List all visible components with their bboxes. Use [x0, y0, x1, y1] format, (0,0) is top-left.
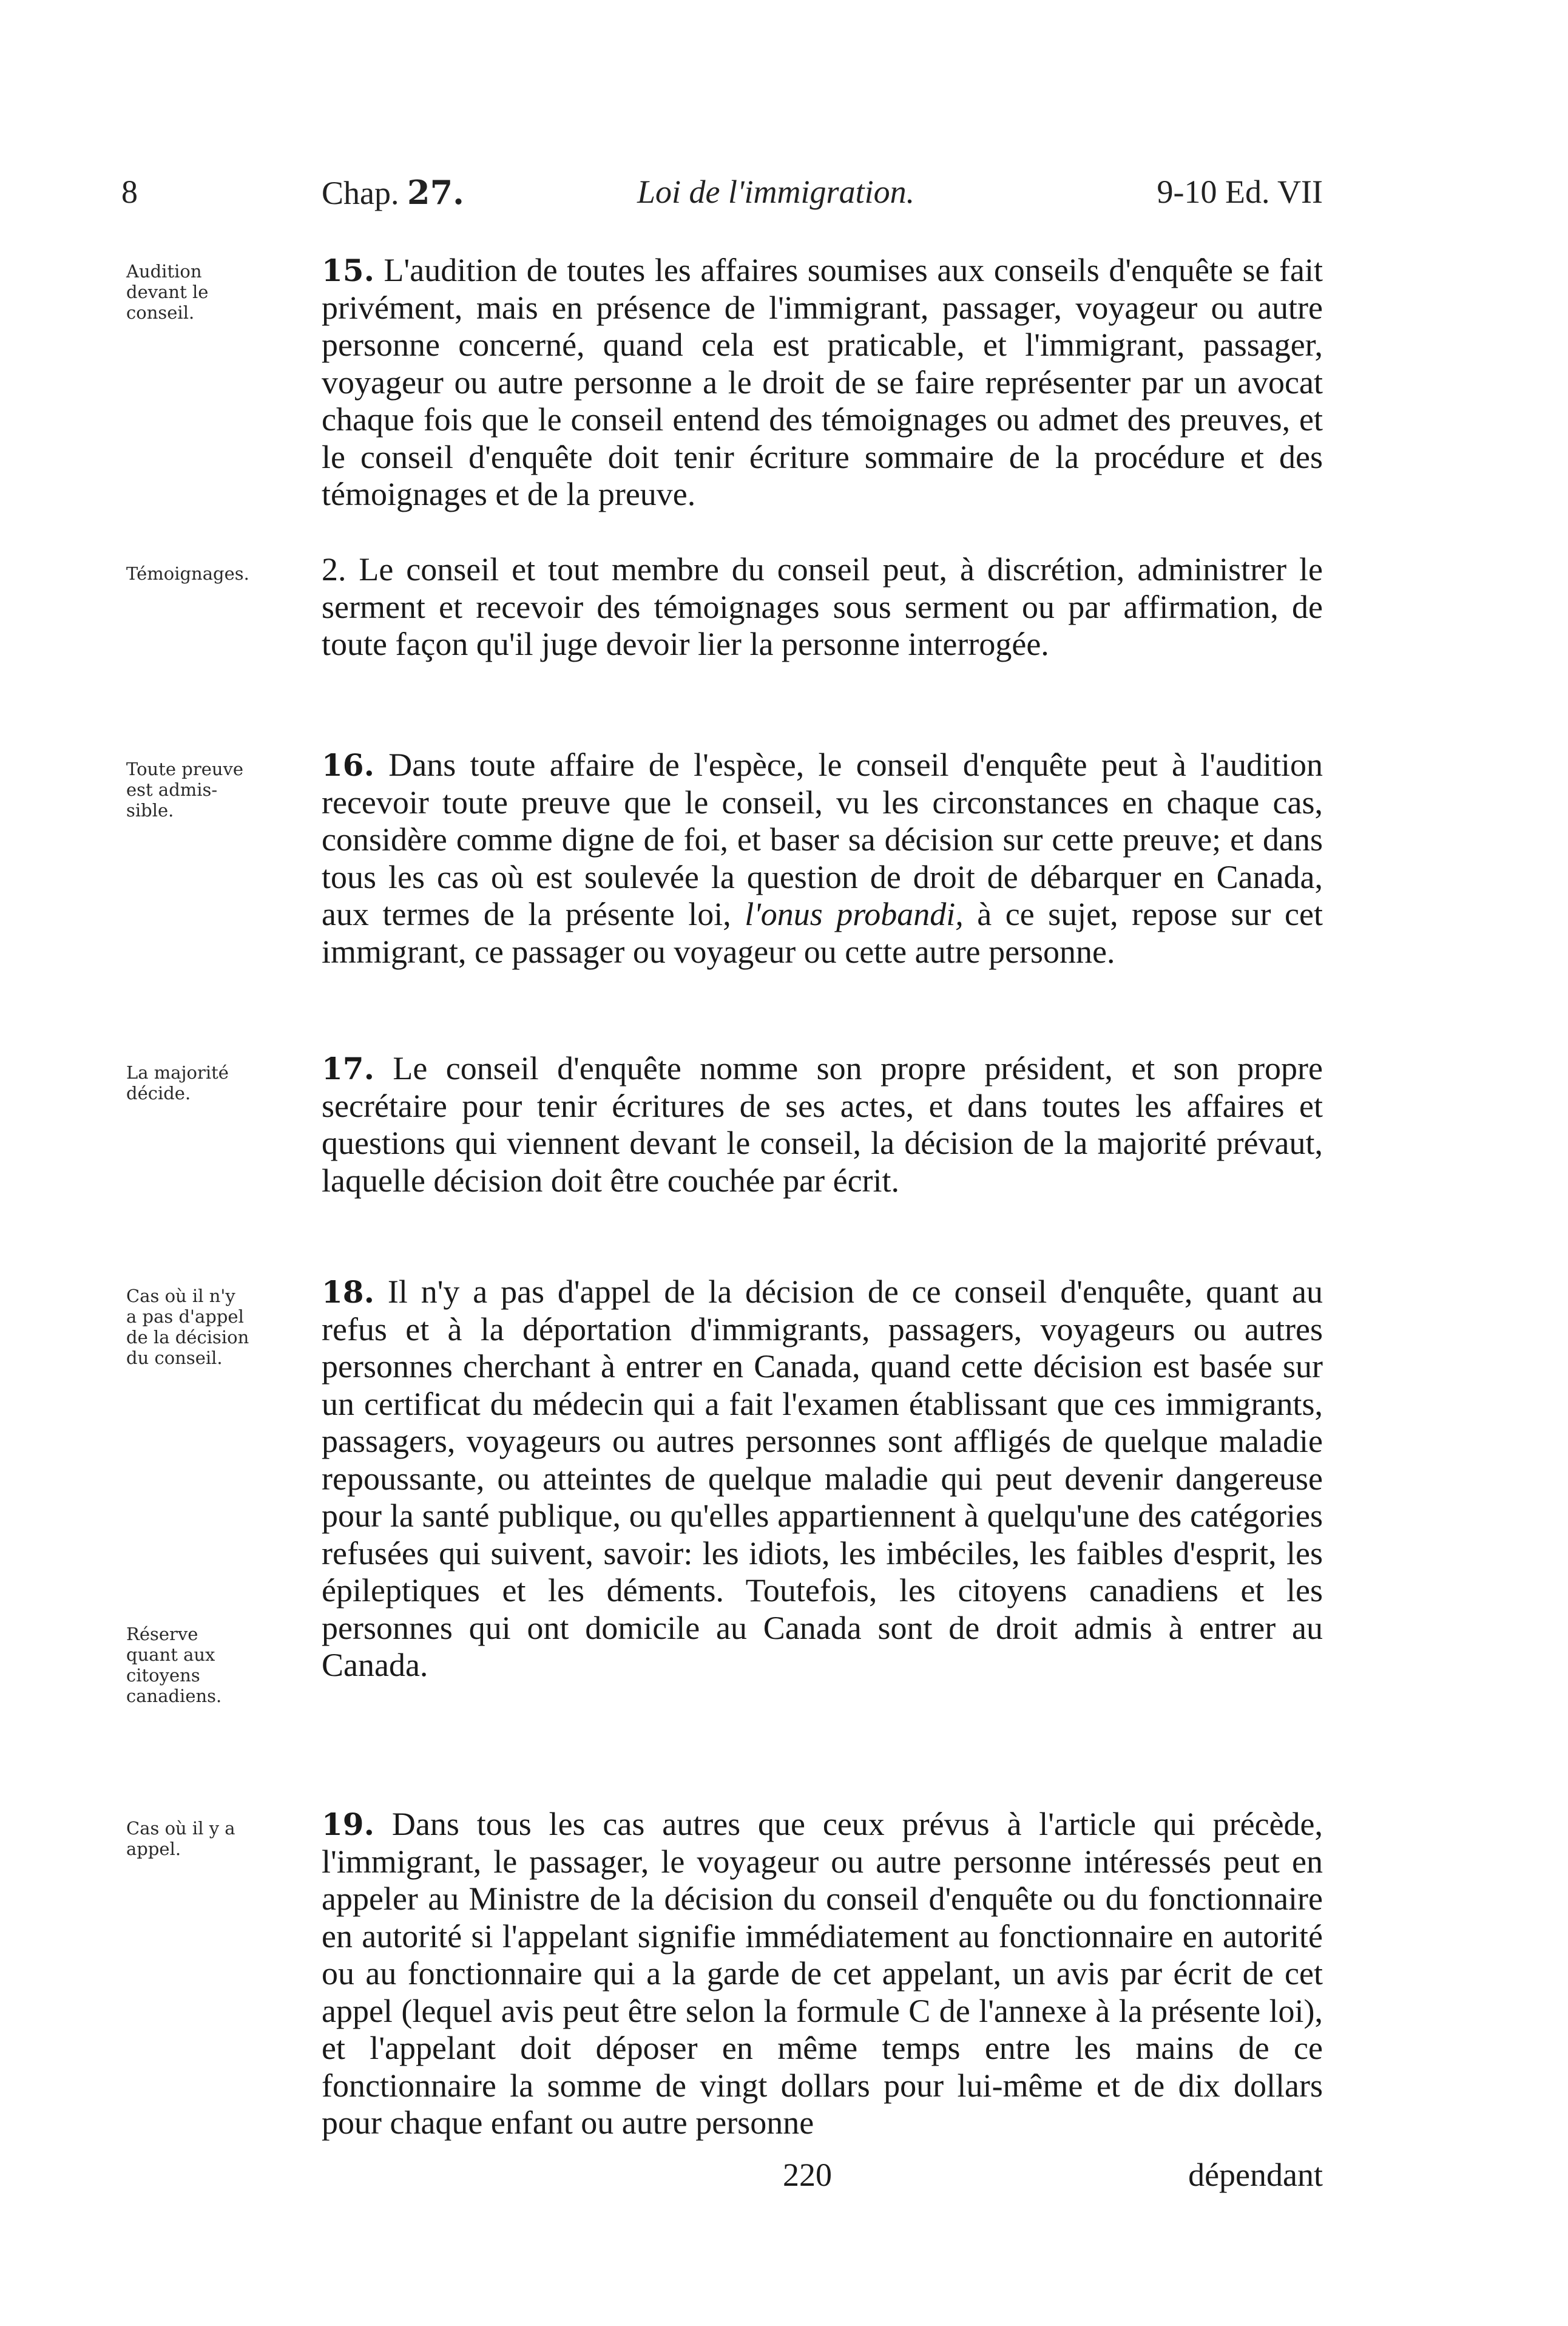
margin-note-section-17	[126, 1062, 308, 1104]
margin-note-canadian-citizens	[126, 1624, 308, 1706]
subsection-number: 2.	[322, 551, 346, 588]
margin-note-section-15	[126, 261, 308, 323]
footer-page-number: 220	[783, 2157, 832, 2193]
margin-note-line: Réserve	[126, 1624, 198, 1644]
margin-note-line: La majorité	[126, 1062, 229, 1083]
chapter-number: 27.	[407, 173, 464, 212]
margin-note-section-19	[126, 1818, 308, 1859]
section-number: 15.	[322, 253, 374, 288]
section-16-text	[322, 747, 1323, 971]
section-body: à ce sujet, repose sur cet immigrant, ce passager ou voyageur ou cette autre personne.	[322, 896, 1323, 970]
margin-note-line: devant le	[126, 282, 209, 302]
section-body: Le conseil d'enquête nomme son propre président, et son propre secrétaire pour tenir écritures de ses actes, et dans toutes les affaires et questions qui viennent devant le conseil, la décision de la majorité prévaut, laquelle décision doit être couchée par écrit.	[322, 1050, 1323, 1199]
margin-note-line: Témoignages.	[126, 563, 249, 584]
latin-term: l'onus probandi,	[745, 896, 964, 932]
margin-note-line: conseil.	[126, 302, 195, 323]
section-18-text	[322, 1273, 1323, 1684]
margin-note-testimony	[126, 563, 308, 584]
margin-note-line: a pas d'appel	[126, 1306, 244, 1327]
page-header	[121, 173, 1323, 222]
section-number: 19.	[322, 1806, 374, 1842]
page-number: 8	[121, 174, 138, 210]
page-footer	[0, 2156, 1568, 2199]
section-body: L'audition de toutes les affaires soumises aux conseils d'enquête se fait privément, mais en présence de l'immigrant, passager, voyageur ou autre personne concerné, quand cela est praticable, et l'immigrant, passager, voyageur ou autre personne a le droit de se faire représenter par un avocat chaque fois que le conseil entend des témoignages ou admet des preuves, et le conseil d'enquête doit tenir écriture sommaire de la procédure et des témoignages et de la preuve.	[322, 252, 1323, 512]
section-body: Il n'y a pas d'appel de la décision de ce conseil d'enquête, quant au refus et à la déportation d'immigrants, passagers, voyageurs ou autres personnes cherchant à entrer en Canada, quand cette décision est basée sur un certificat du médecin qui a fait l'examen établissant que ces immigrants, passagers, voyageurs ou autres personnes sont affligés de quelque maladie repoussante, ou atteintes de quelque maladie qui peut devenir dangereuse pour la santé publique, ou qu'elles appartiennent à quelqu'une des catégories refusées qui suivent, savoir: les idiots, les imbéciles, les faibles d'esprit, les épileptiques et les déments. Toutefois, les citoyens canadiens et les personnes qui ont domicile au Canada sont de droit admis à entrer au Canada.	[322, 1273, 1323, 1683]
section-15-text	[322, 252, 1323, 514]
section-17-text	[322, 1050, 1323, 1199]
act-title: Loi de l'immigration.	[637, 174, 915, 210]
margin-note-section-16	[126, 759, 308, 821]
session-label: 9-10 Ed. VII	[1157, 174, 1323, 210]
section-body: Le conseil et tout membre du conseil peut, à discrétion, administrer le serment et recevoir des témoignages sous serment ou par affirmation, de toute façon qu'il juge devoir lier la personne interrogée.	[322, 551, 1323, 662]
section-number: 16.	[322, 747, 374, 783]
section-body: Dans toute affaire de l'espèce, le conseil d'enquête peut à l'audition recevoir toute preuve que le conseil, vu les circonstances en chaque cas, considère comme digne de foi, et baser sa décision sur cette preuve; et dans tous les cas où est soulevée la question de droit de débarquer en Canada, aux termes de la présente loi,	[322, 747, 1323, 932]
section-number: 18.	[322, 1274, 374, 1310]
margin-note-section-18	[126, 1286, 308, 1368]
chapter-prefix: Chap.	[322, 175, 399, 211]
margin-note-line: quant aux	[126, 1644, 215, 1665]
margin-note-line: Audition	[126, 261, 202, 282]
chapter-label	[322, 173, 464, 212]
subsection-2-text	[322, 551, 1323, 663]
margin-note-line: sible.	[126, 800, 174, 821]
section-number: 17.	[322, 1051, 374, 1087]
margin-note-line: décide.	[126, 1083, 191, 1104]
margin-note-line: du conseil.	[126, 1348, 223, 1368]
margin-note-line: Cas où il y a	[126, 1818, 235, 1839]
margin-note-line: appel.	[126, 1839, 181, 1859]
margin-note-line: Cas où il n'y	[126, 1286, 235, 1306]
margin-note-line: citoyens	[126, 1665, 200, 1686]
margin-note-line: de la décision	[126, 1327, 249, 1348]
section-body: Dans tous les cas autres que ceux prévus à l'article qui précède, l'immigrant, le passager, le voyageur ou autre personne intéressés peut en appeler au Ministre de la décision du conseil d'enquête ou du fonctionnaire en autorité si l'appelant signifie immédiatement au fonctionnaire en autorité ou au fonctionnaire qui a la garde de cet appelant, un avis par écrit de cet appel (lequel avis peut être selon la formule C de l'annexe à la présente loi), et l'appelant doit déposer en même temps entre les mains de ce fonctionnaire la somme de vingt dollars pour lui-même et de dix dollars pour chaque enfant ou autre personne	[322, 1806, 1323, 2141]
margin-note-line: canadiens.	[126, 1686, 222, 1706]
catchword: dépendant	[1188, 2157, 1323, 2193]
margin-note-line: Toute preuve	[126, 759, 244, 779]
margin-note-line: est admis-	[126, 779, 218, 800]
section-19-text	[322, 1806, 1323, 2142]
